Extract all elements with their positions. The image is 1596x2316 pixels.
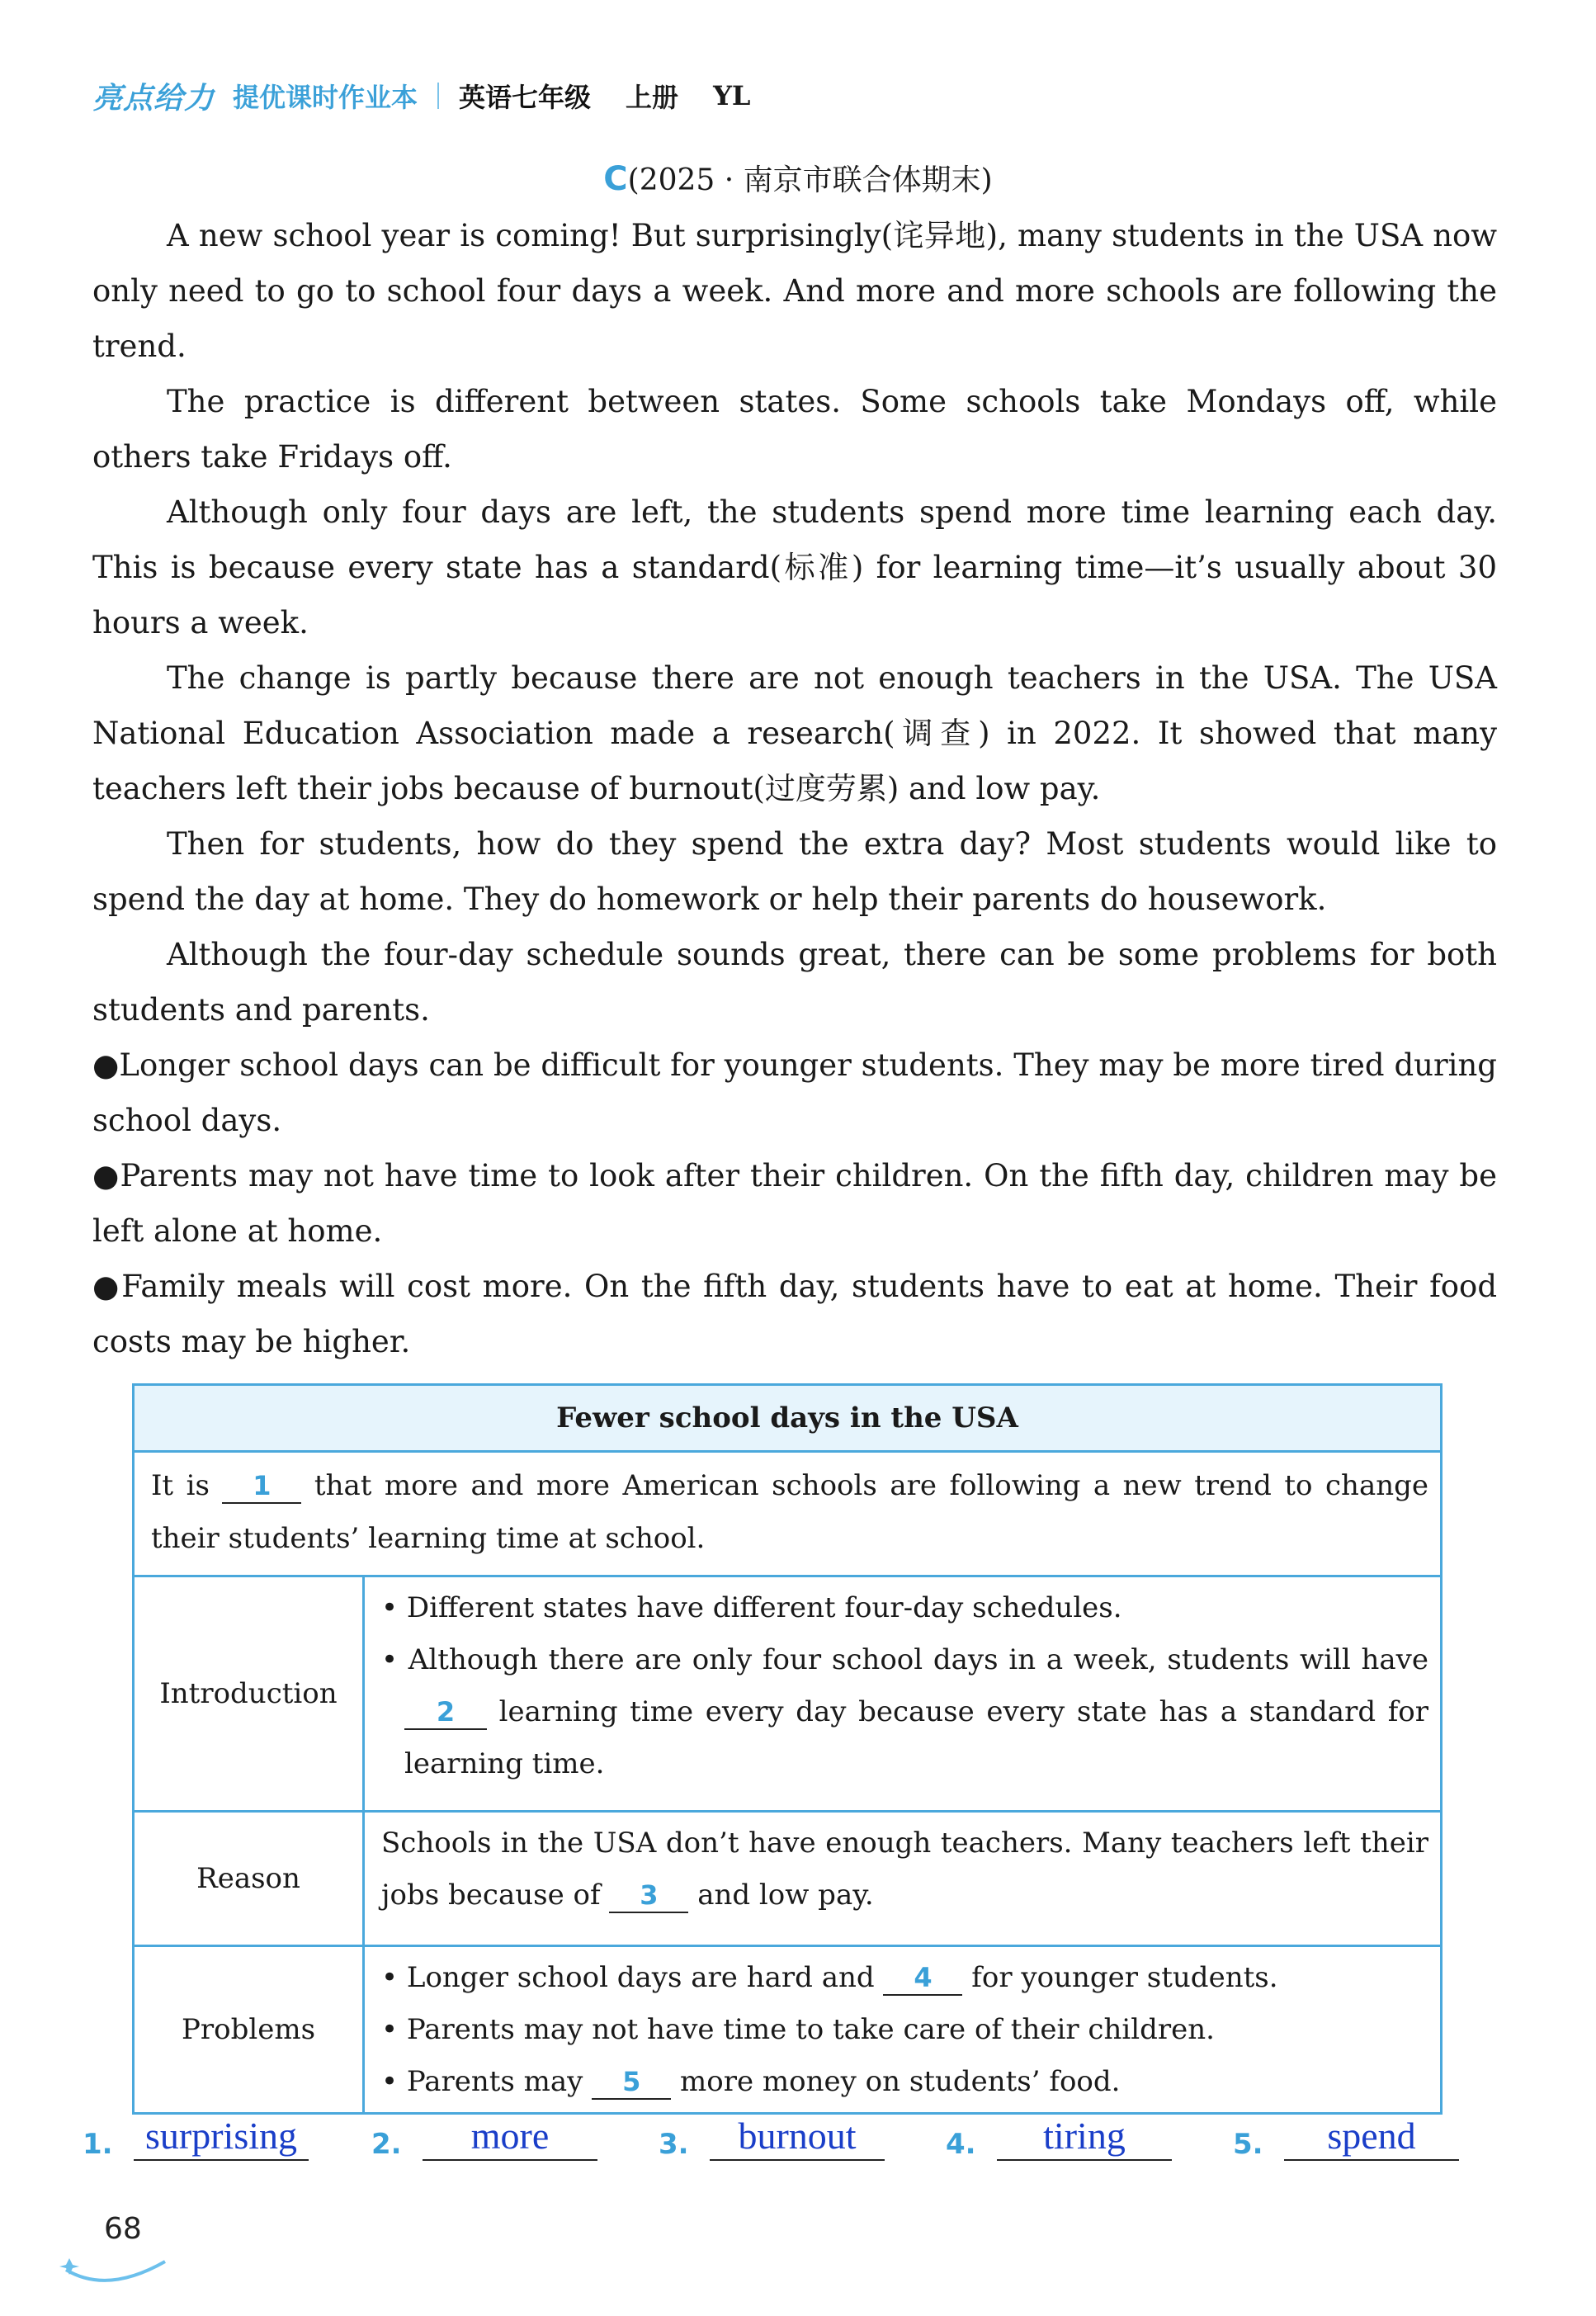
blank-2[interactable]: 2 xyxy=(404,1695,487,1730)
reason-text: Schools in the USA don’t have enough teachers. Many teachers left their jobs because of xyxy=(381,1827,1428,1912)
answer-text[interactable]: spend xyxy=(1284,2113,1459,2161)
section-title xyxy=(0,157,1596,199)
answer-number: 1. xyxy=(83,2128,113,2161)
answer-5 xyxy=(1233,2113,1459,2161)
blank-5[interactable]: 5 xyxy=(592,2065,671,2100)
introduction-row xyxy=(135,1577,1440,1813)
answer-row xyxy=(83,2113,1502,2171)
answer-text[interactable]: tiring xyxy=(997,2113,1172,2161)
problem-text: for younger students. xyxy=(971,1961,1278,1994)
volume-label: 上册 xyxy=(626,82,679,113)
answer-number: 2. xyxy=(371,2128,402,2161)
blank-1[interactable]: 1 xyxy=(222,1469,301,1504)
problem-text: • Longer school days are hard and xyxy=(381,1961,875,1994)
problem-line xyxy=(381,2056,1428,2108)
subject-grade: 英语七年级 xyxy=(459,82,592,113)
problem-line: • Parents may not have time to take care of their children. xyxy=(381,2013,1215,2046)
reason-text: and low pay. xyxy=(697,1879,874,1912)
intro-line xyxy=(381,1634,1428,1790)
answer-number: 5. xyxy=(1233,2128,1263,2161)
series-name: 提优课时作业本 xyxy=(233,82,418,113)
intro-line-text: • Although there are only four school days in a week, students will have xyxy=(381,1643,1428,1676)
bullet-paragraph: ●Longer school days can be difficult for younger students. They may be more tired during school days. xyxy=(92,1047,1497,1138)
answer-text[interactable]: surprising xyxy=(134,2113,309,2161)
answer-number: 4. xyxy=(946,2128,976,2161)
section-source: (2025 · 南京市联合体期末) xyxy=(627,163,993,197)
introduction-label: Introduction xyxy=(135,1577,365,1810)
intro-line-text: learning time every day because every state has a standard for learning time. xyxy=(404,1695,1428,1780)
problems-row xyxy=(135,1947,1440,2112)
answer-2 xyxy=(371,2113,597,2161)
edition-label: YL xyxy=(713,80,751,111)
page-number: 68 xyxy=(104,2212,142,2246)
reason-label: Reason xyxy=(135,1813,365,1945)
answer-3 xyxy=(659,2113,885,2161)
paragraph: Although only four days are left, the students spend more time learning each day. This is because every state has a standard(标准) for learning time—it’s usually about 30 hours a week. xyxy=(92,494,1497,640)
summary-intro xyxy=(135,1453,1440,1577)
section-letter: C xyxy=(603,160,628,198)
answer-text[interactable]: burnout xyxy=(710,2113,885,2161)
reading-passage xyxy=(92,208,1497,1369)
problem-line xyxy=(381,1952,1428,2004)
introduction-content xyxy=(365,1577,1440,1810)
brand-logo: 亮点给力 xyxy=(92,81,215,116)
answer-4 xyxy=(946,2113,1172,2161)
paragraph: The practice is different between states. Some schools take Mondays off, while others take Fridays off. xyxy=(92,384,1497,475)
summary-title: Fewer school days in the USA xyxy=(135,1386,1440,1453)
answer-text[interactable]: more xyxy=(423,2113,597,2161)
header-divider xyxy=(437,83,439,109)
intro-text: It is xyxy=(151,1469,210,1502)
page-number-area xyxy=(58,2212,182,2295)
answer-1 xyxy=(83,2113,309,2161)
paragraph: A new school year is coming! But surprisingly(诧异地), many students in the USA now only need to go to school four days a week. And more and more schools are following the trend. xyxy=(92,218,1497,364)
bullet-paragraph: ●Parents may not have time to look after their children. On the fifth day, children may be left alone at home. xyxy=(92,1158,1497,1249)
summary-table xyxy=(132,1383,1443,2115)
answer-number: 3. xyxy=(659,2128,689,2161)
reason-row xyxy=(135,1813,1440,1947)
reason-content xyxy=(365,1813,1440,1945)
blank-4[interactable]: 4 xyxy=(883,1961,962,1996)
problem-text: • Parents may xyxy=(381,2065,583,2098)
problem-text: more money on students’ food. xyxy=(680,2065,1121,2098)
paragraph: Then for students, how do they spend the extra day? Most students would like to spend the day at home. They do homework or help their parents do housework. xyxy=(92,826,1497,917)
intro-line: • Different states have different four-day schedules. xyxy=(381,1591,1122,1624)
blank-3[interactable]: 3 xyxy=(609,1879,688,1913)
paragraph: The change is partly because there are not enough teachers in the USA. The USA National Education Association made a research(调查) in 2022. It showed that many teachers left their jobs because of burnout(过度劳累) and low pay. xyxy=(92,660,1497,806)
intro-text: that more and more American schools are following a new trend to change their students’ learning time at school. xyxy=(151,1469,1429,1555)
problems-label: Problems xyxy=(135,1947,365,2112)
paragraph: Although the four-day schedule sounds great, there can be some problems for both students and parents. xyxy=(92,937,1497,1028)
page-header xyxy=(92,73,750,119)
problems-content xyxy=(365,1947,1440,2112)
bullet-paragraph: ●Family meals will cost more. On the fifth day, students have to eat at home. Their food costs may be higher. xyxy=(92,1269,1497,1359)
